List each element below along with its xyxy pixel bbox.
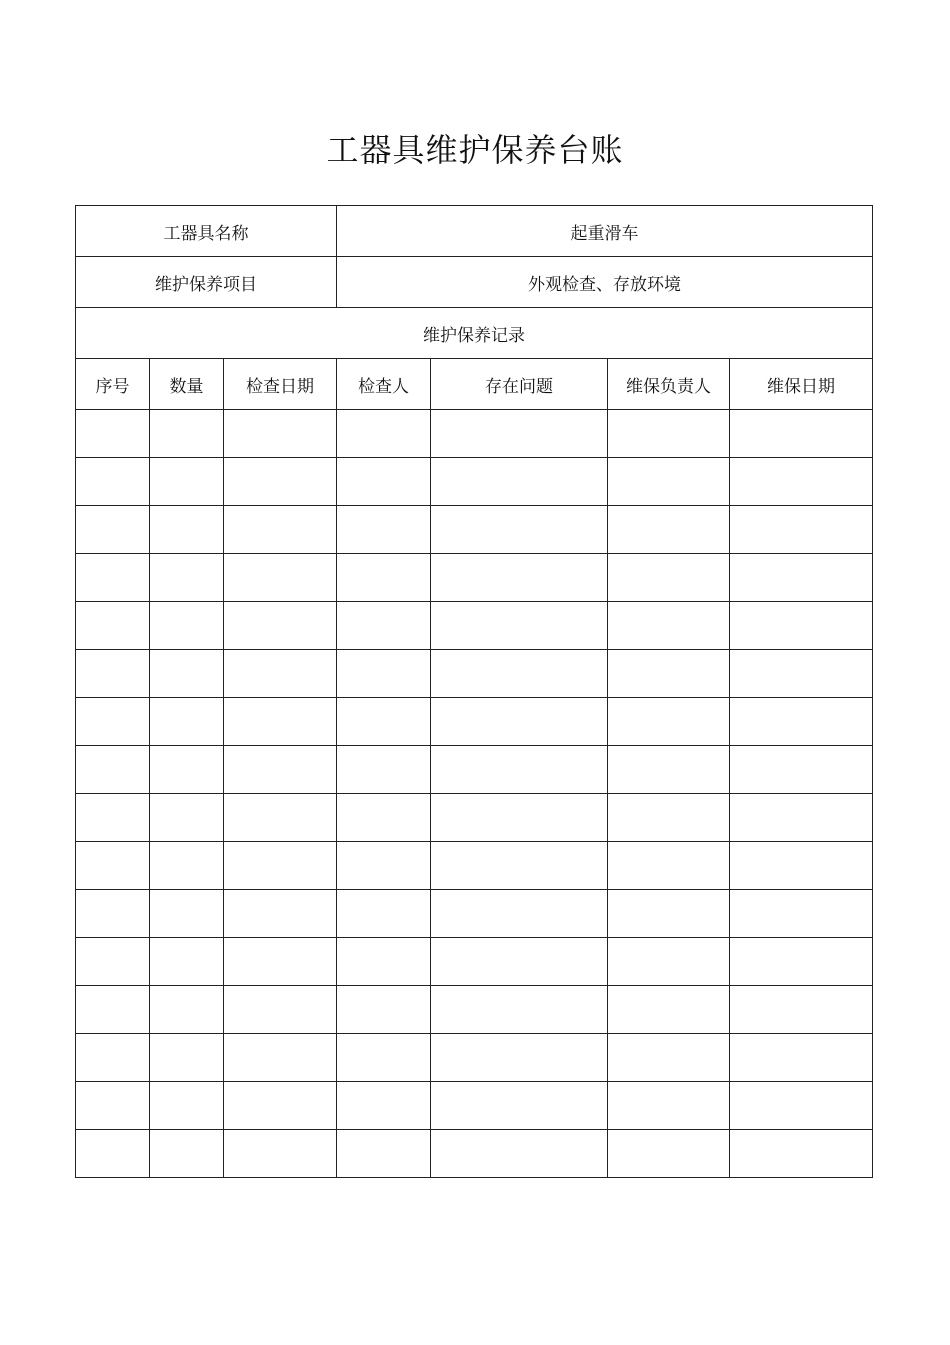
maintenance-date-cell: [730, 890, 873, 938]
issues-cell: [431, 986, 608, 1034]
quantity-cell: [150, 1034, 224, 1082]
column-header-maintenance-date: 维保日期: [730, 359, 873, 410]
maintenance-lead-cell: [608, 1082, 730, 1130]
column-header-check-date: 检查日期: [224, 359, 337, 410]
maintenance-lead-cell: [608, 1130, 730, 1178]
inspector-cell: [337, 458, 431, 506]
quantity-cell: [150, 506, 224, 554]
seq-cell: [76, 842, 150, 890]
inspector-cell: [337, 410, 431, 458]
record-row: [76, 1034, 873, 1082]
check-date-cell: [224, 1034, 337, 1082]
record-row: [76, 1130, 873, 1178]
seq-cell: [76, 602, 150, 650]
check-date-cell: [224, 1130, 337, 1178]
issues-cell: [431, 602, 608, 650]
issues-cell: [431, 746, 608, 794]
record-row: [76, 746, 873, 794]
maintenance-lead-cell: [608, 794, 730, 842]
maintenance-date-cell: [730, 938, 873, 986]
issues-cell: [431, 794, 608, 842]
inspector-cell: [337, 602, 431, 650]
maintenance-date-cell: [730, 986, 873, 1034]
column-header-seq: 序号: [76, 359, 150, 410]
seq-cell: [76, 554, 150, 602]
record-row: [76, 506, 873, 554]
check-date-cell: [224, 410, 337, 458]
quantity-cell: [150, 650, 224, 698]
quantity-cell: [150, 698, 224, 746]
inspector-cell: [337, 842, 431, 890]
inspector-cell: [337, 650, 431, 698]
inspector-cell: [337, 1034, 431, 1082]
quantity-cell: [150, 458, 224, 506]
inspector-cell: [337, 698, 431, 746]
maintenance-date-cell: [730, 506, 873, 554]
check-date-cell: [224, 602, 337, 650]
quantity-cell: [150, 890, 224, 938]
check-date-cell: [224, 746, 337, 794]
column-header-row: [76, 359, 873, 410]
quantity-cell: [150, 602, 224, 650]
check-date-cell: [224, 506, 337, 554]
quantity-cell: [150, 1082, 224, 1130]
maintenance-lead-cell: [608, 1034, 730, 1082]
check-date-cell: [224, 794, 337, 842]
maintenance-lead-cell: [608, 986, 730, 1034]
record-row: [76, 554, 873, 602]
check-date-cell: [224, 698, 337, 746]
issues-cell: [431, 842, 608, 890]
maintenance-date-cell: [730, 698, 873, 746]
issues-cell: [431, 1130, 608, 1178]
inspector-cell: [337, 986, 431, 1034]
record-row: [76, 938, 873, 986]
inspector-cell: [337, 938, 431, 986]
maintenance-lead-cell: [608, 602, 730, 650]
tool-name-label: 工器具名称: [76, 206, 337, 257]
maintenance-lead-cell: [608, 746, 730, 794]
tool-name-value: 起重滑车: [337, 206, 873, 257]
quantity-cell: [150, 1130, 224, 1178]
check-date-cell: [224, 650, 337, 698]
issues-cell: [431, 938, 608, 986]
maintenance-date-cell: [730, 746, 873, 794]
seq-cell: [76, 410, 150, 458]
check-date-cell: [224, 986, 337, 1034]
maintenance-lead-cell: [608, 698, 730, 746]
seq-cell: [76, 1034, 150, 1082]
column-header-maintenance-lead: 维保负责人: [608, 359, 730, 410]
quantity-cell: [150, 986, 224, 1034]
seq-cell: [76, 794, 150, 842]
seq-cell: [76, 986, 150, 1034]
check-date-cell: [224, 938, 337, 986]
maintenance-items-row: [76, 257, 873, 308]
maintenance-lead-cell: [608, 842, 730, 890]
inspector-cell: [337, 506, 431, 554]
record-row: [76, 986, 873, 1034]
maintenance-lead-cell: [608, 458, 730, 506]
record-row: [76, 602, 873, 650]
maintenance-items-label: 维护保养项目: [76, 257, 337, 308]
inspector-cell: [337, 1130, 431, 1178]
quantity-cell: [150, 554, 224, 602]
seq-cell: [76, 938, 150, 986]
maintenance-date-cell: [730, 842, 873, 890]
seq-cell: [76, 1082, 150, 1130]
inspector-cell: [337, 794, 431, 842]
maintenance-lead-cell: [608, 554, 730, 602]
maintenance-date-cell: [730, 1130, 873, 1178]
issues-cell: [431, 458, 608, 506]
maintenance-ledger-table: [75, 205, 873, 1178]
maintenance-lead-cell: [608, 890, 730, 938]
issues-cell: [431, 650, 608, 698]
maintenance-lead-cell: [608, 506, 730, 554]
quantity-cell: [150, 410, 224, 458]
record-row: [76, 842, 873, 890]
check-date-cell: [224, 890, 337, 938]
column-header-quantity: 数量: [150, 359, 224, 410]
column-header-inspector: 检查人: [337, 359, 431, 410]
quantity-cell: [150, 938, 224, 986]
maintenance-date-cell: [730, 410, 873, 458]
maintenance-date-cell: [730, 458, 873, 506]
check-date-cell: [224, 842, 337, 890]
issues-cell: [431, 554, 608, 602]
seq-cell: [76, 650, 150, 698]
issues-cell: [431, 890, 608, 938]
check-date-cell: [224, 1082, 337, 1130]
seq-cell: [76, 1130, 150, 1178]
record-row: [76, 458, 873, 506]
record-row: [76, 890, 873, 938]
issues-cell: [431, 410, 608, 458]
issues-cell: [431, 1034, 608, 1082]
seq-cell: [76, 746, 150, 794]
inspector-cell: [337, 746, 431, 794]
records-title-row: [76, 308, 873, 359]
seq-cell: [76, 458, 150, 506]
maintenance-date-cell: [730, 554, 873, 602]
check-date-cell: [224, 554, 337, 602]
column-header-issues: 存在问题: [431, 359, 608, 410]
tool-name-row: [76, 206, 873, 257]
quantity-cell: [150, 746, 224, 794]
maintenance-date-cell: [730, 602, 873, 650]
page-title: 工器具维护保养台账: [326, 131, 624, 169]
record-row: [76, 650, 873, 698]
inspector-cell: [337, 554, 431, 602]
issues-cell: [431, 698, 608, 746]
seq-cell: [76, 890, 150, 938]
inspector-cell: [337, 890, 431, 938]
inspector-cell: [337, 1082, 431, 1130]
maintenance-items-value: 外观检查、存放环境: [337, 257, 873, 308]
seq-cell: [76, 698, 150, 746]
maintenance-date-cell: [730, 1082, 873, 1130]
issues-cell: [431, 1082, 608, 1130]
maintenance-lead-cell: [608, 410, 730, 458]
issues-cell: [431, 506, 608, 554]
quantity-cell: [150, 842, 224, 890]
records-title: 维护保养记录: [76, 308, 873, 359]
quantity-cell: [150, 794, 224, 842]
seq-cell: [76, 506, 150, 554]
maintenance-date-cell: [730, 794, 873, 842]
maintenance-lead-cell: [608, 650, 730, 698]
record-row: [76, 794, 873, 842]
maintenance-date-cell: [730, 650, 873, 698]
record-row: [76, 410, 873, 458]
check-date-cell: [224, 458, 337, 506]
record-row: [76, 1082, 873, 1130]
maintenance-date-cell: [730, 1034, 873, 1082]
maintenance-lead-cell: [608, 938, 730, 986]
record-row: [76, 698, 873, 746]
